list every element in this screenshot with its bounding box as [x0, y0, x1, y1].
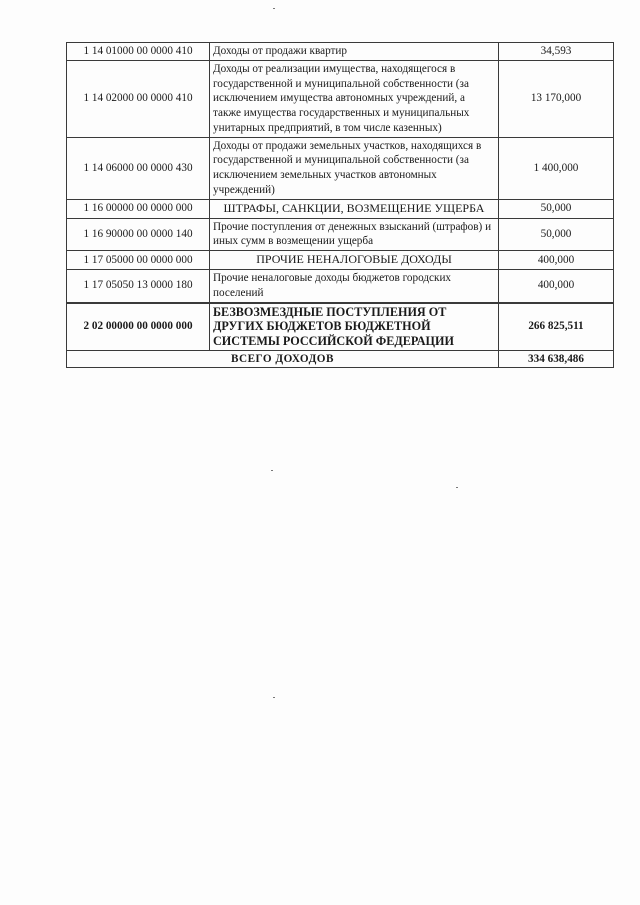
- revenue-code: 1 14 02000 00 0000 410: [67, 60, 210, 137]
- table-row: [67, 60, 614, 137]
- revenue-code: 2 02 00000 00 0000 000: [67, 303, 210, 350]
- revenue-name: Доходы от продажи квартир: [210, 43, 499, 61]
- table-row: [67, 137, 614, 199]
- revenue-sum: 400,000: [499, 251, 614, 270]
- table-row: [67, 251, 614, 270]
- revenue-code: 1 17 05000 00 0000 000: [67, 251, 210, 270]
- revenue-sum: 50,000: [499, 199, 614, 218]
- table-row: [67, 270, 614, 303]
- scan-speck: [273, 8, 275, 9]
- revenue-code: 1 14 06000 00 0000 430: [67, 137, 210, 199]
- revenue-sum: 34,593: [499, 43, 614, 61]
- total-label: ВСЕГО ДОХОДОВ: [67, 350, 499, 368]
- revenue-code: 1 16 00000 00 0000 000: [67, 199, 210, 218]
- revenue-name: ПРОЧИЕ НЕНАЛОГОВЫЕ ДОХОДЫ: [210, 251, 499, 270]
- revenue-sum: 266 825,511: [499, 303, 614, 350]
- scan-speck: [273, 697, 275, 698]
- table-row: [67, 43, 614, 61]
- scan-speck: [456, 487, 458, 488]
- table-row: [67, 199, 614, 218]
- revenue-name: Доходы от продажи земельных участков, находящихся в государственной и муниципальной собственности (за исключением земельных участков автономных учреждений): [210, 137, 499, 199]
- revenue-sum: 13 170,000: [499, 60, 614, 137]
- revenue-sum: 1 400,000: [499, 137, 614, 199]
- scan-speck: [271, 470, 273, 471]
- revenue-name: Прочие поступления от денежных взысканий (штрафов) и иных сумм в возмещении ущерба: [210, 218, 499, 251]
- revenue-name: Доходы от реализации имущества, находящегося в государственной и муниципальной собственности (за исключением имущества автономных учреждений, а также имущества государственных и муниципальных унитарных предприятий, в том числе казенных): [210, 60, 499, 137]
- total-row: [67, 350, 614, 368]
- table-row: [67, 303, 614, 350]
- revenue-table: [66, 42, 614, 368]
- revenue-name: БЕЗВОЗМЕЗДНЫЕ ПОСТУПЛЕНИЯ ОТ ДРУГИХ БЮДЖЕТОВ БЮДЖЕТНОЙ СИСТЕМЫ РОССИЙСКОЙ ФЕДЕРАЦИИ: [210, 303, 499, 350]
- revenue-sum: 50,000: [499, 218, 614, 251]
- revenue-code: 1 16 90000 00 0000 140: [67, 218, 210, 251]
- revenue-sum: 400,000: [499, 270, 614, 303]
- revenue-name: ШТРАФЫ, САНКЦИИ, ВОЗМЕЩЕНИЕ УЩЕРБА: [210, 199, 499, 218]
- revenue-name: Прочие неналоговые доходы бюджетов городских поселений: [210, 270, 499, 303]
- table-row: [67, 218, 614, 251]
- revenue-code: 1 14 01000 00 0000 410: [67, 43, 210, 61]
- total-sum: 334 638,486: [499, 350, 614, 368]
- revenue-code: 1 17 05050 13 0000 180: [67, 270, 210, 303]
